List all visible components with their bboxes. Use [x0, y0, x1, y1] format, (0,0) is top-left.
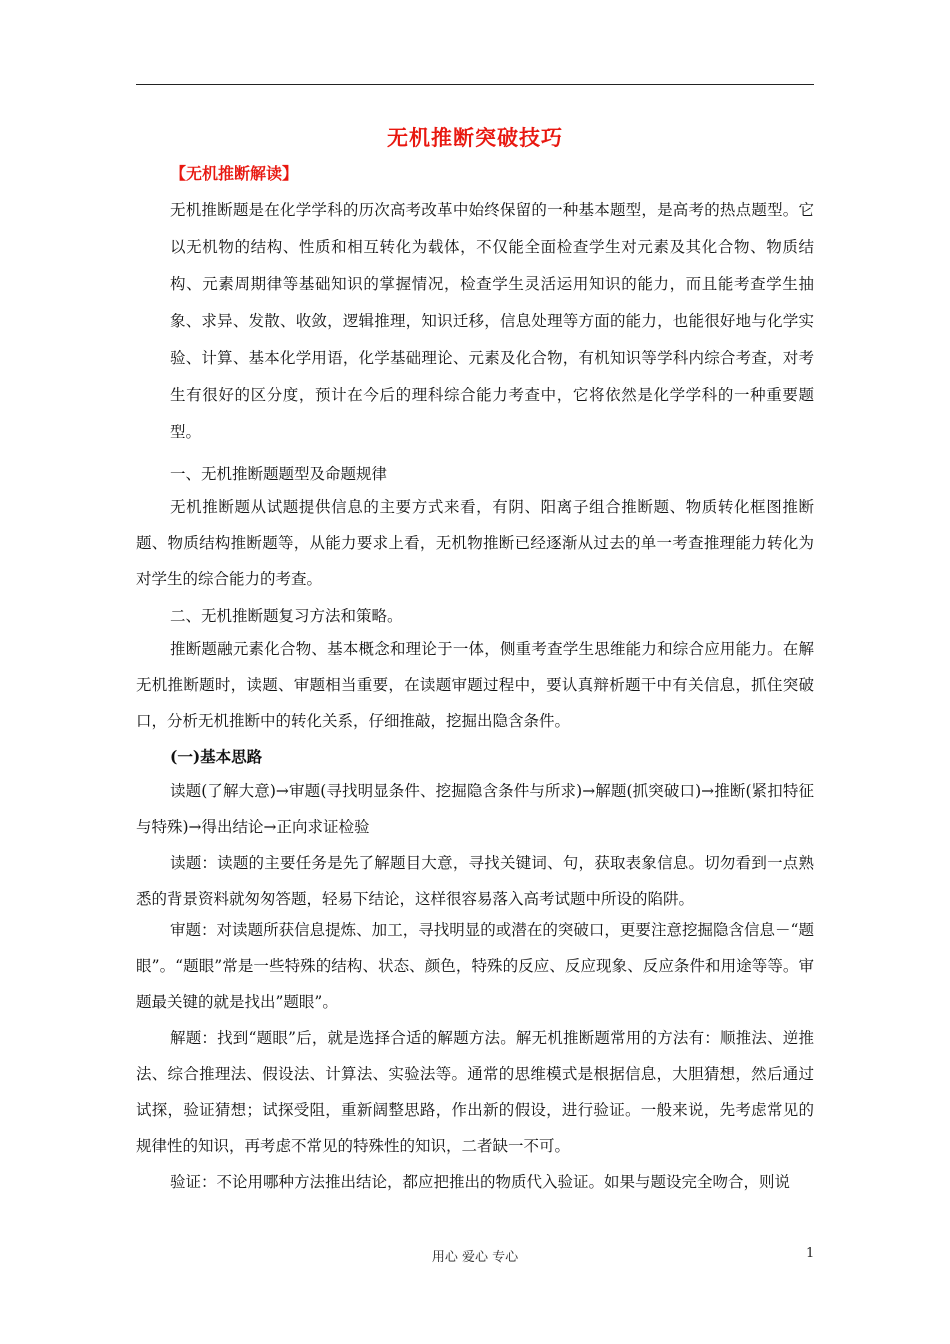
subheading-basic-approach: (一)基本思路	[170, 747, 263, 766]
intro-paragraph: 无机推断题是在化学学科的历次高考改革中始终保留的一种基本题型，是高考的热点题型。它以无机物的结构、性质和相互转化为载体，不仅能全面检查学生对元素及其化合物、物质结构、元素周期律等基础知识的掌握情况，检查学生灵活运用知识的能力，而且能考查学生抽象、求异、发散、收敛，逻辑推理，知识迁移，信息处理等方面的能力，也能很好地与化学实验、计算、基本化学用语，化学基础理论、元素及化合物，有机知识等学科内综合考查，对考生有很好的区分度，预计在今后的理科综合能力考查中，它将依然是化学学科的一种重要题型。	[170, 201, 814, 441]
header-rule	[136, 84, 814, 85]
paragraph-solving: 解题：找到“题眼”后，就是选择合适的解题方法。解无机推断题常用的方法有：顺推法、逆推法、综合推理法、假设法、计算法、实验法等。通常的思维模式是根据信息，大胆猜想，然后通过试探，验证猜想；试探受阻，重新阔整思路，作出新的假设，进行验证。一般来说，先考虑常见的规律性的知识，再考虑不常见的特殊性的知识，二者缺一不可。	[136, 1029, 814, 1155]
page-number: 1	[806, 1246, 815, 1261]
paragraph-verification: 验证：不论用哪种方法推出结论，都应把推出的物质代入验证。如果与题设完全吻合，则说	[170, 1173, 791, 1191]
paragraph-workflow: 读题(了解大意)→审题(寻找明显条件、挖掘隐含条件与所求)→解题(抓突破口)→推断(紧扣特征与特殊)→得出结论→正向求证检验	[136, 782, 814, 836]
document-title: 无机推断突破技巧	[387, 125, 563, 150]
paragraph-strategy: 推断题融元素化合物、基本概念和理论于一体，侧重考查学生思维能力和综合应用能力。在解无机推断题时，读题、审题相当重要，在读题审题过程中，要认真辩析题干中有关信息，抓住突破口，分析无机推断中的转化关系，仔细推敲，挖掘出隐含条件。	[136, 640, 814, 730]
paragraph-question-types: 无机推断题从试题提供信息的主要方式来看，有阴、阳离子组合推断题、物质转化框图推断题、物质结构推断题等，从能力要求上看，无机物推断已经逐渐从过去的单一考查推理能力转化为对学生的综合能力的考查。	[136, 498, 814, 588]
heading-one: 一、无机推断题题型及命题规律	[170, 465, 388, 483]
footer-slogan: 用心 爱心 专心	[431, 1250, 519, 1265]
heading-two: 二、无机推断题复习方法和策略。	[170, 607, 403, 625]
section-tag: 【无机推断解读】	[170, 164, 299, 183]
paragraph-reviewing: 审题：对读题所获信息提炼、加工，寻找明显的或潜在的突破口，更要注意挖掘隐含信息－“题眼”。“题眼”常是一些特殊的结构、状态、颜色，特殊的反应、反应现象、反应条件和用途等等。审题最关键的就是找出”题眼”。	[136, 921, 814, 1011]
paragraph-reading: 读题：读题的主要任务是先了解题目大意，寻找关键词、句，获取表象信息。切勿看到一点熟悉的背景资料就匆匆答题，轻易下结论，这样很容易落入高考试题中所设的陷阱。	[136, 854, 814, 908]
